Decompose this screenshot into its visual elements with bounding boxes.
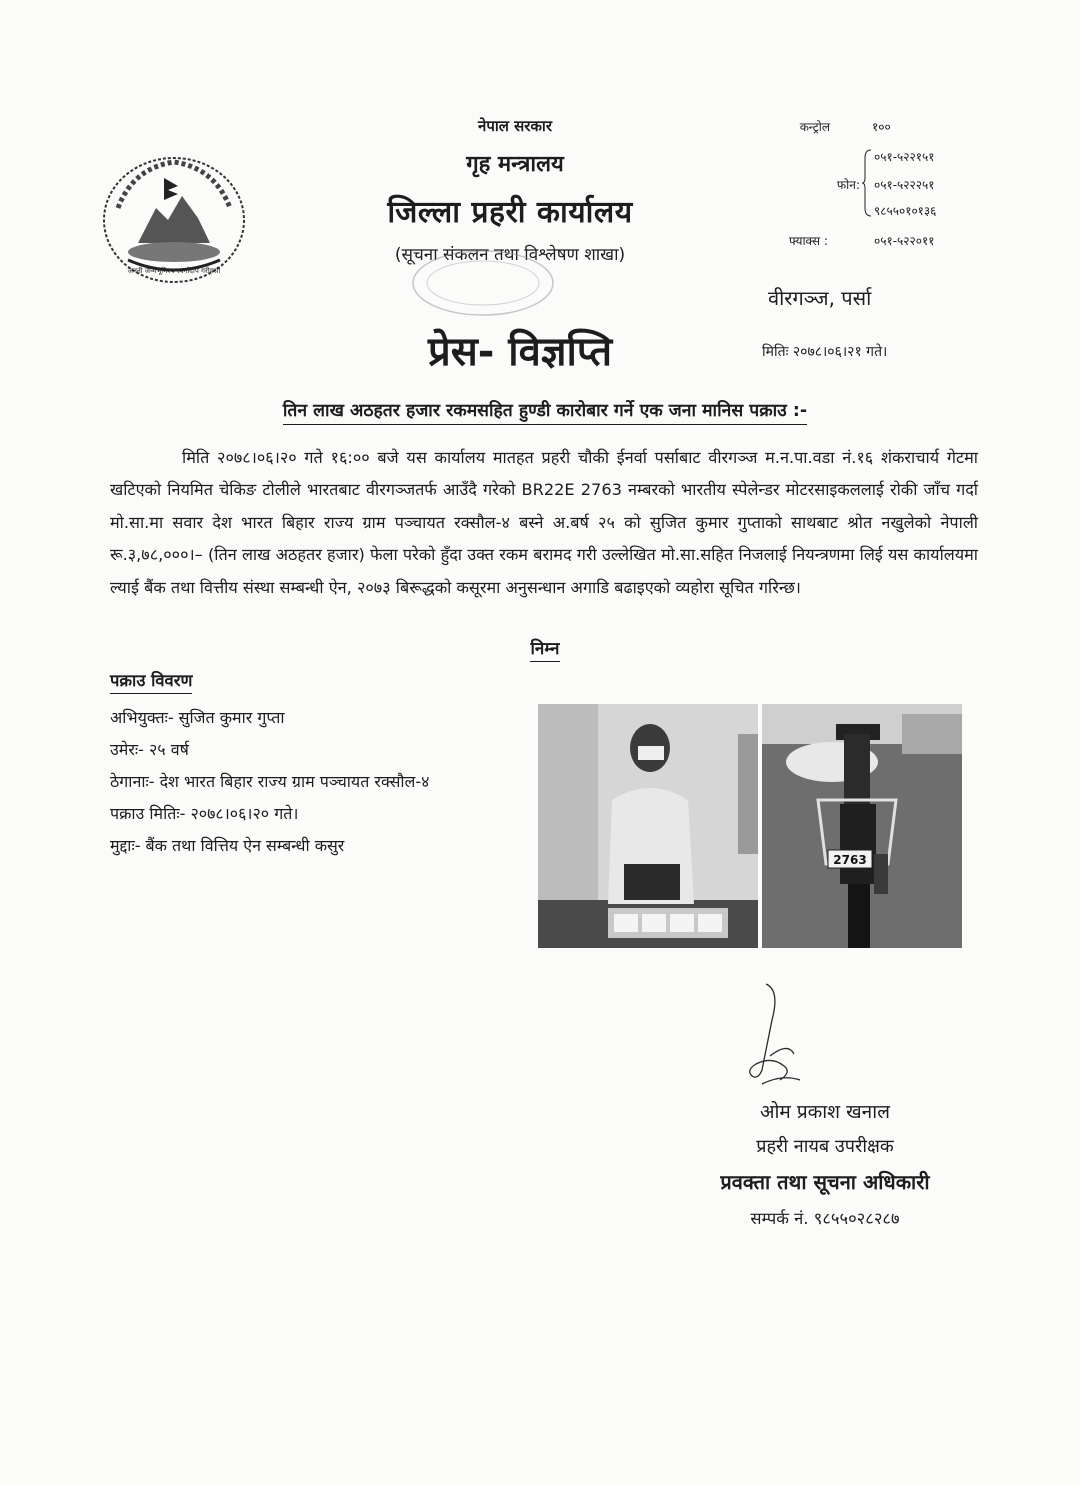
fax-label: फ्याक्स : [789, 234, 828, 248]
location: वीरगञ्ज, पर्सा [768, 286, 872, 310]
phone-3: ९८५५०१०१३६ [874, 204, 937, 218]
svg-text:जननी जन्मभूमिश्च स्वर्गादपि गर: जननी जन्मभूमिश्च स्वर्गादपि गरीयसी [127, 267, 221, 275]
accused-name: अभियुक्तः- सुजित कुमार गुप्ता [110, 708, 285, 727]
press-release-title: प्रेस- विज्ञप्ति [427, 329, 613, 375]
signature [722, 980, 822, 1100]
branch-name: (सूचना संकलन तथा विश्लेषण शाखा) [394, 245, 626, 265]
motorcycle-photo [762, 704, 962, 948]
office-stamp [408, 248, 558, 318]
headline-text: तिन लाख अठहतर हजार रकमसहित हुण्डी कारोबार गर्ने एक जना मानिस पक्राउ :- [283, 401, 807, 425]
headline [110, 398, 980, 422]
signatory-phone: सम्पर्क नं. ९८५५०२८२८७ [750, 1209, 900, 1228]
phone-2: ०५१-५२२२५१ [874, 178, 935, 192]
accused-age: उमेरः- २५ वर्ष [110, 740, 189, 759]
signatory-role: प्रवक्ता तथा सूचना अधिकारी [720, 1170, 930, 1194]
accused-photo [538, 704, 758, 948]
arrest-date: पक्राउ मितिः- २०७८।०६।२० गते। [110, 804, 299, 823]
body-paragraph: मिति २०७८।०६।२० गते १६:०० बजे यस कार्यालय मातहत प्रहरी चौकी ईनर्वा पर्साबाट वीरगञ्ज म.न.पा.वडा नं.१६ शंकराचार्य गेटमा खटिएको नियमित चेकिङ टोलीले भारतबाट वीरगञ्जतर्फ आउँदै गरेको BR22E 2763 नम्बरको भारतीय स्पेलेन्डर मोटरसाइकललाई रोकी जाँच गर्दा मो.सा.मा सवार देश भारत बिहार राज्य ग्राम पञ्चायत रक्सौल-४ बस्ने अ.बर्ष २५ को सुजित कुमार गुप्ताको साथबाट श्रोत नखुलेको नेपाली रू.३,७८,०००।– (तिन लाख अठहतर हजार) फेला परेको हुँदा उक्त रकम बरामद गरी उल्लेखित मो.सा.सहित निजलाई नियन्त्रणमा लिई यस कार्यालयमा ल्याई बैंक तथा वित्तीय संस्था सम्बन्धी ऐन, २०७३ बिरूद्धको कसूरमा अनुसन्धान अगाडि बढाइएको व्यहोरा सूचित गरिन्छ। [110, 448, 978, 597]
control-value: १०० [872, 120, 891, 134]
signatory-rank: प्रहरी नायब उपरीक्षक [756, 1136, 894, 1157]
office-name: जिल्ला प्रहरी कार्यालय [387, 195, 633, 230]
phone-1: ०५१-५२२१५१ [874, 150, 935, 164]
ministry-name: गृह मन्त्रालय [466, 152, 564, 177]
nepal-emblem-seal [98, 148, 250, 288]
number-plate: 2763 [833, 853, 867, 867]
signatory-name: ओम प्रकाश खनाल [759, 1101, 890, 1123]
below-label [470, 636, 620, 659]
accused-address: ठेगानाः- देश भारत बिहार राज्य ग्राम पञ्चायत रक्सौल-४ [110, 772, 430, 791]
control-label: कन्ट्रोल [799, 120, 830, 134]
arrest-details-title: पक्राउ विवरण [110, 668, 192, 694]
issue-date: मितिः २०७८।०६।२१ गते। [762, 344, 888, 360]
government-name: नेपाल सरकार [478, 117, 552, 135]
below-label-text: निम्न [530, 639, 559, 662]
case-type: मुद्दाः- बैंक तथा वित्तिय ऐन सम्बन्धी कसुर [110, 836, 345, 855]
fax-value: ०५१-५२२०११ [874, 234, 935, 248]
phone-brace [862, 148, 872, 218]
phone-label: फोन: [836, 178, 860, 192]
